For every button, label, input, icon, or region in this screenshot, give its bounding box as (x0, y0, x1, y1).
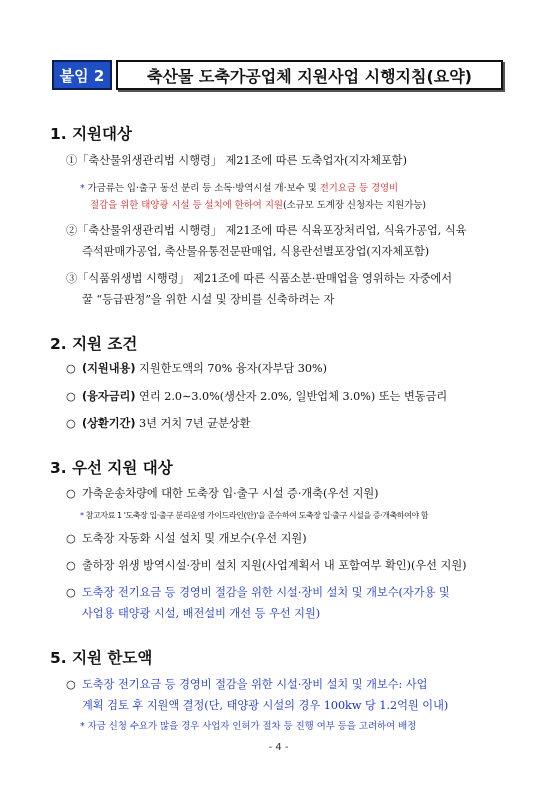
s5-limit-line-2: 계획 검토 후 지원액 결정(단, 태양광 시설의 경우 100kw 당 1.2억원 이내) (82, 699, 449, 712)
s1-item-2-line-2: 즉석판매가공업, 축산물유통전문판매업, 식용란선별포장업(지자체포함) (82, 245, 430, 258)
s5-note-star: * (80, 721, 85, 732)
s3-bullet-4: ○ (66, 586, 76, 599)
document-title: 축산물 도축가공업체 지원사업 시행지침(요약) (116, 60, 503, 90)
s3-priority-1-text: 가축운송차량에 대한 도축장 입·출구 시설 증·개축(우선 지원) (82, 487, 379, 500)
s1-note-1-star: * (80, 183, 85, 194)
s3-note-text: 참고자료 1 '도축장 입·출구 분리운영 가이드라인(안)'을 준수하여 도축장 입·출구 시설을 증·개축하여야 함 (85, 510, 429, 520)
s3-priority-4-line-2: 사업용 태양광 시설, 배전설비 개선 등 우선 지원) (82, 607, 321, 620)
s2-condition-3-text: 3년 거치 7년 균분상환 (135, 417, 251, 430)
section-3-title: 3. 우선 지원 대상 (50, 459, 173, 477)
document-header (52, 60, 503, 90)
section-5-title: 5. 지원 한도액 (50, 649, 153, 667)
s2-bullet-2: ○ (66, 390, 76, 403)
s2-condition-1-text: 지원한도액의 70% 융자(자부담 30%) (135, 362, 328, 375)
s2-condition-3 (66, 417, 250, 431)
s2-bullet-3: ○ (66, 417, 76, 430)
s1-note-1 (80, 182, 398, 196)
s3-bullet-1: ○ (66, 487, 76, 500)
s1-note-1-cont (90, 199, 426, 213)
s3-priority-2-text: 도축장 자동화 시설 설치 및 개보수(우선 지원) (82, 532, 307, 545)
s5-limit-line-1: 도축장 전기요금 등 경영비 절감을 위한 시설·장비 설치 및 개보수: 사업 (82, 678, 428, 691)
s1-item-3 (66, 272, 452, 286)
s5-bullet: ○ (66, 678, 76, 691)
s1-item-2-line-1: 「축산물위생관리법 시행령」 제21조에 따른 식육포장처리업, 식육가공업, 식육 (77, 224, 467, 237)
s2-bullet-1: ○ (66, 362, 76, 375)
s1-item-1-mark: ① (66, 154, 78, 167)
s3-note-star: * (80, 510, 84, 520)
section-1-title: 1. 지원대상 (50, 125, 132, 143)
s2-condition-2-text: 연리 2.0∼3.0%(생산자 2.0%, 일반업체 3.0%) 또는 변동금리 (135, 390, 448, 403)
attachment-badge: 붙임 2 (52, 60, 112, 90)
s1-note-1-a: 가금류는 입·출구 동선 분리 등 소독·방역시설 개·보수 및 (87, 183, 320, 194)
page-number: - 4 - (268, 742, 289, 753)
s2-condition-2 (66, 390, 447, 404)
s1-item-1 (66, 154, 407, 168)
s5-note-text: 자금 신청 수요가 많을 경우 사업자 인허가 절차 등 진행 여부 등을 고려하여 배정 (87, 721, 417, 732)
s1-note-1-d: (소규모 도계장 신청자는 지원가능) (282, 200, 426, 211)
s2-condition-2-label: (융자금리) (82, 390, 136, 403)
s2-condition-3-label: (상환기간) (82, 417, 136, 430)
s2-condition-1-label: (지원내용) (82, 362, 136, 375)
s1-item-3-line-1: 「식품위생법 시행령」 제21조에 따른 식품소분·판매업을 영위하는 자중에서 (77, 272, 453, 285)
s3-bullet-2: ○ (66, 532, 76, 545)
s5-note (80, 720, 416, 734)
s1-note-1-c: 절감을 위한 태양광 시설 등 설치에 한하여 지원 (90, 200, 283, 211)
s3-priority-1 (66, 487, 379, 501)
s1-item-1-text: 「축산물위생관리법 시행령」 제21조에 따른 도축업자(지자체포함) (77, 154, 407, 167)
s1-note-1-b: 전기요금 등 경영비 (319, 183, 399, 194)
s1-item-2-mark: ② (66, 224, 78, 237)
s1-item-3-line-2: 꿀 “등급판정”을 위한 시설 및 장비를 신축하려는 자 (82, 293, 335, 306)
s1-item-2 (66, 224, 466, 238)
s2-condition-1 (66, 362, 327, 376)
s1-item-3-mark: ③ (66, 272, 78, 285)
s3-priority-3-text: 출하장 위생 방역시설·장비 설치 지원(사업계획서 내 포함여부 확인)(우선 지원) (82, 559, 467, 572)
s3-priority-3 (66, 559, 467, 573)
s3-priority-4-line-1: 도축장 전기요금 등 경영비 절감을 위한 시설·장비 설치 및 개보수(자가용 및 (82, 586, 450, 599)
s3-priority-1-note (80, 508, 428, 522)
s3-bullet-3: ○ (66, 559, 76, 572)
s3-priority-4 (66, 586, 450, 600)
section-2-title: 2. 지원 조건 (50, 335, 138, 353)
s5-limit (66, 678, 428, 692)
s3-priority-2 (66, 532, 307, 546)
